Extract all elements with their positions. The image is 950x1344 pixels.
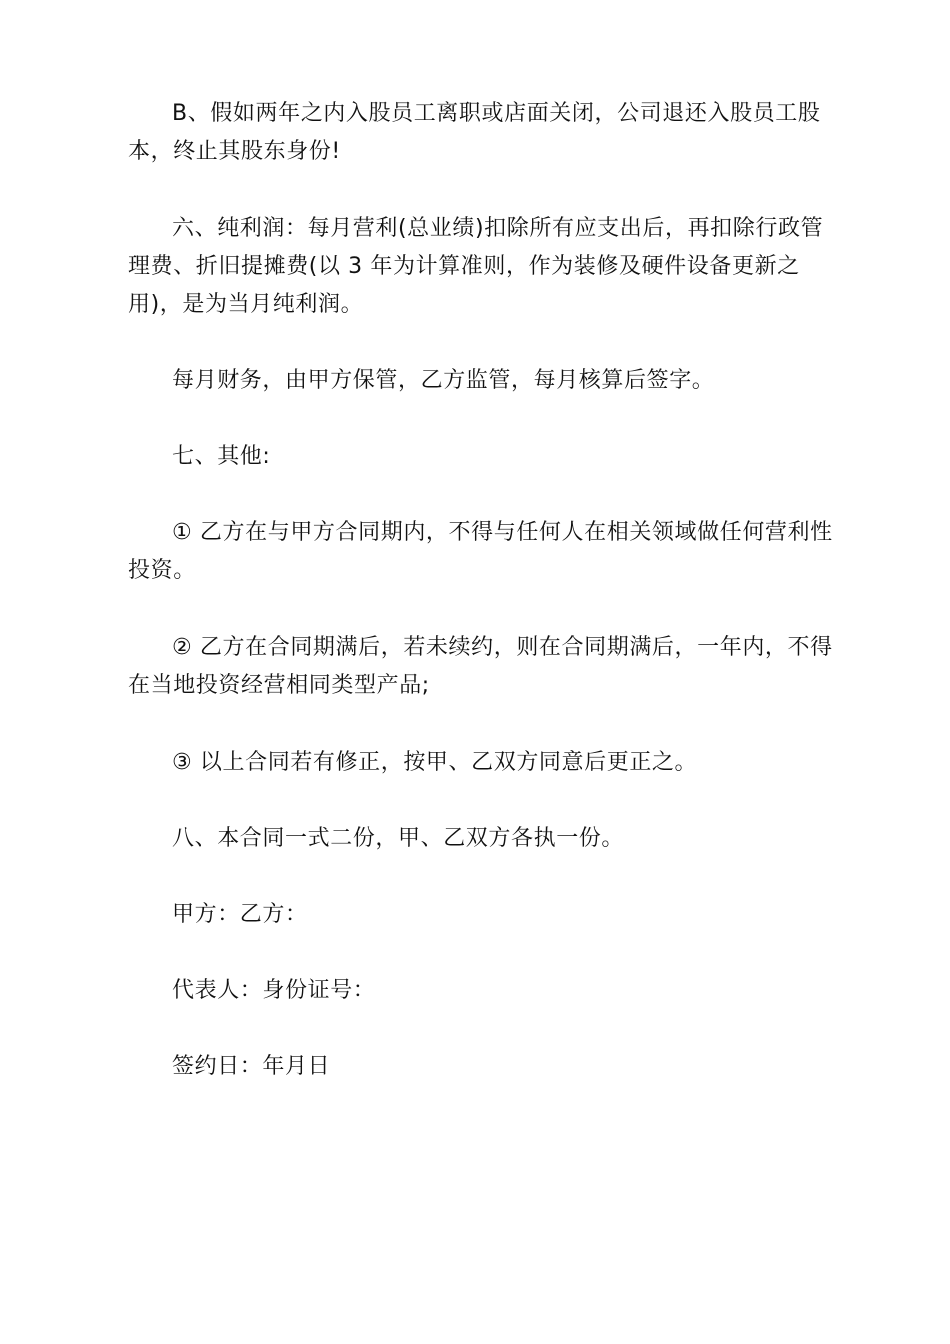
paragraph-eight-copies: 八、本合同一式二份，甲、乙双方各执一份。	[172, 826, 625, 851]
paragraph-six-net-profit: 六、纯利润：每月营利(总业绩)扣除所有应支出后，再扣除行政管理费、折旧提摊费(以 3 年为计算准则，作为装修及硬件设备更新之用)，是为当月纯利润。	[128, 216, 824, 317]
paragraph-item-3: ③ 以上合同若有修正，按甲、乙双方同意后更正之。	[172, 750, 698, 775]
signature-representative: 代表人：身份证号：	[172, 978, 376, 1003]
signature-date: 签约日：年月日	[172, 1054, 331, 1079]
paragraph-item-1: ① 乙方在与甲方合同期内，不得与任何人在相关领域做任何营利性投资。	[128, 520, 833, 583]
paragraph-seven-other: 七、其他:	[172, 444, 271, 469]
paragraph-b-refund: B、假如两年之内入股员工离职或店面关闭，公司退还入股员工股本，终止其股东身份!	[128, 101, 821, 164]
paragraph-item-2: ② 乙方在合同期满后，若未续约，则在合同期满后，一年内，不得在当地投资经营相同类型产品;	[128, 635, 833, 698]
signature-parties: 甲方：乙方：	[172, 902, 308, 927]
paragraph-monthly-finance: 每月财务，由甲方保管，乙方监管，每月核算后签字。	[172, 368, 715, 393]
